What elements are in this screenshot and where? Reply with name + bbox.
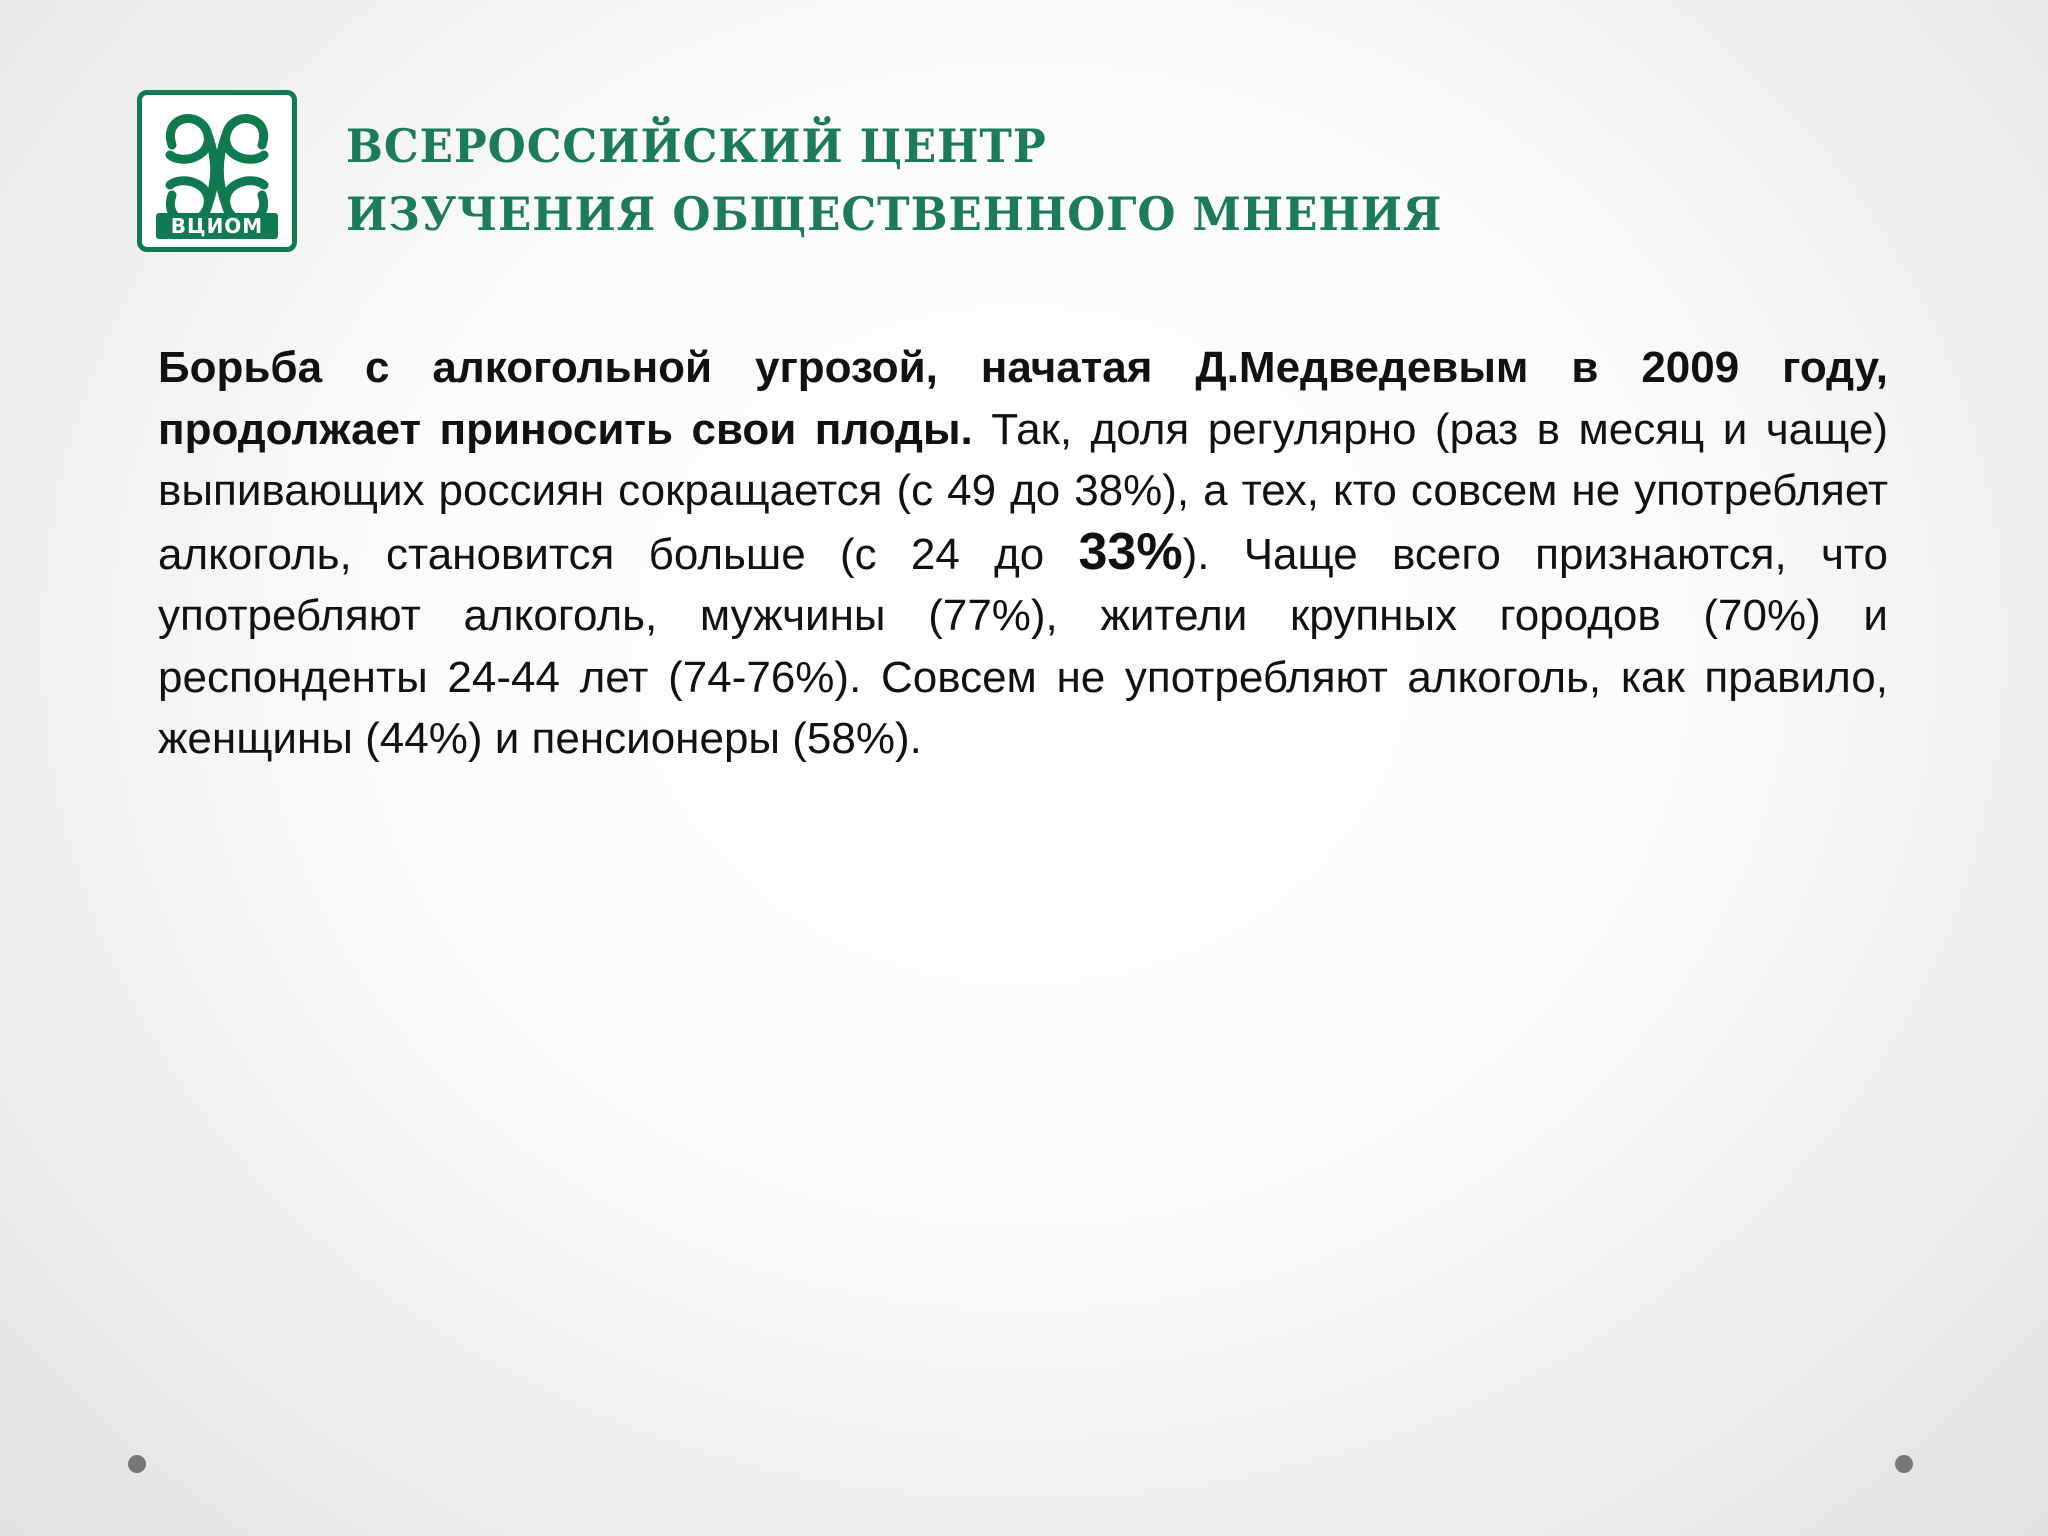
vciom-logo <box>137 90 297 252</box>
sentence-2-end: ). <box>1182 529 1210 579</box>
logo-abbreviation: ВЦИОМ <box>156 213 278 239</box>
sentence-2-start: Так, доля регулярно (раз в месяц и чаще) выпивающих россиян сокращается (с 49 до 38%), а тех, кто совсем не употребляет алкоголь, становится больше (с 24 до <box>158 404 1888 579</box>
right-bullet-dot-icon <box>1895 1455 1913 1473</box>
organization-name <box>346 112 1442 248</box>
body-paragraph <box>158 337 1888 770</box>
org-name-line-1: ВСЕРОССИЙСКИЙ ЦЕНТР <box>346 119 1047 173</box>
sentence-3: Чаще всего признаются, что употребляют алкоголь, мужчины (77%), жители крупных городов (70%) и респонденты 24-44 лет (74-76%). <box>158 529 1889 702</box>
left-bullet-dot-icon <box>128 1455 146 1473</box>
highlight-value: 33% <box>1078 522 1183 581</box>
org-name-line-2: ИЗУЧЕНИЯ ОБЩЕСТВЕННОГО МНЕНИЯ <box>346 187 1443 241</box>
lead-statement: Борьба с алкогольной угрозой, начатая Д.Медведевым в 2009 году, продолжает приносить свои плоды. <box>158 343 1888 454</box>
sentence-4: Совсем не употребляют алкоголь, как правило, женщины (44%) и пенсионеры (58%). <box>158 652 1888 763</box>
